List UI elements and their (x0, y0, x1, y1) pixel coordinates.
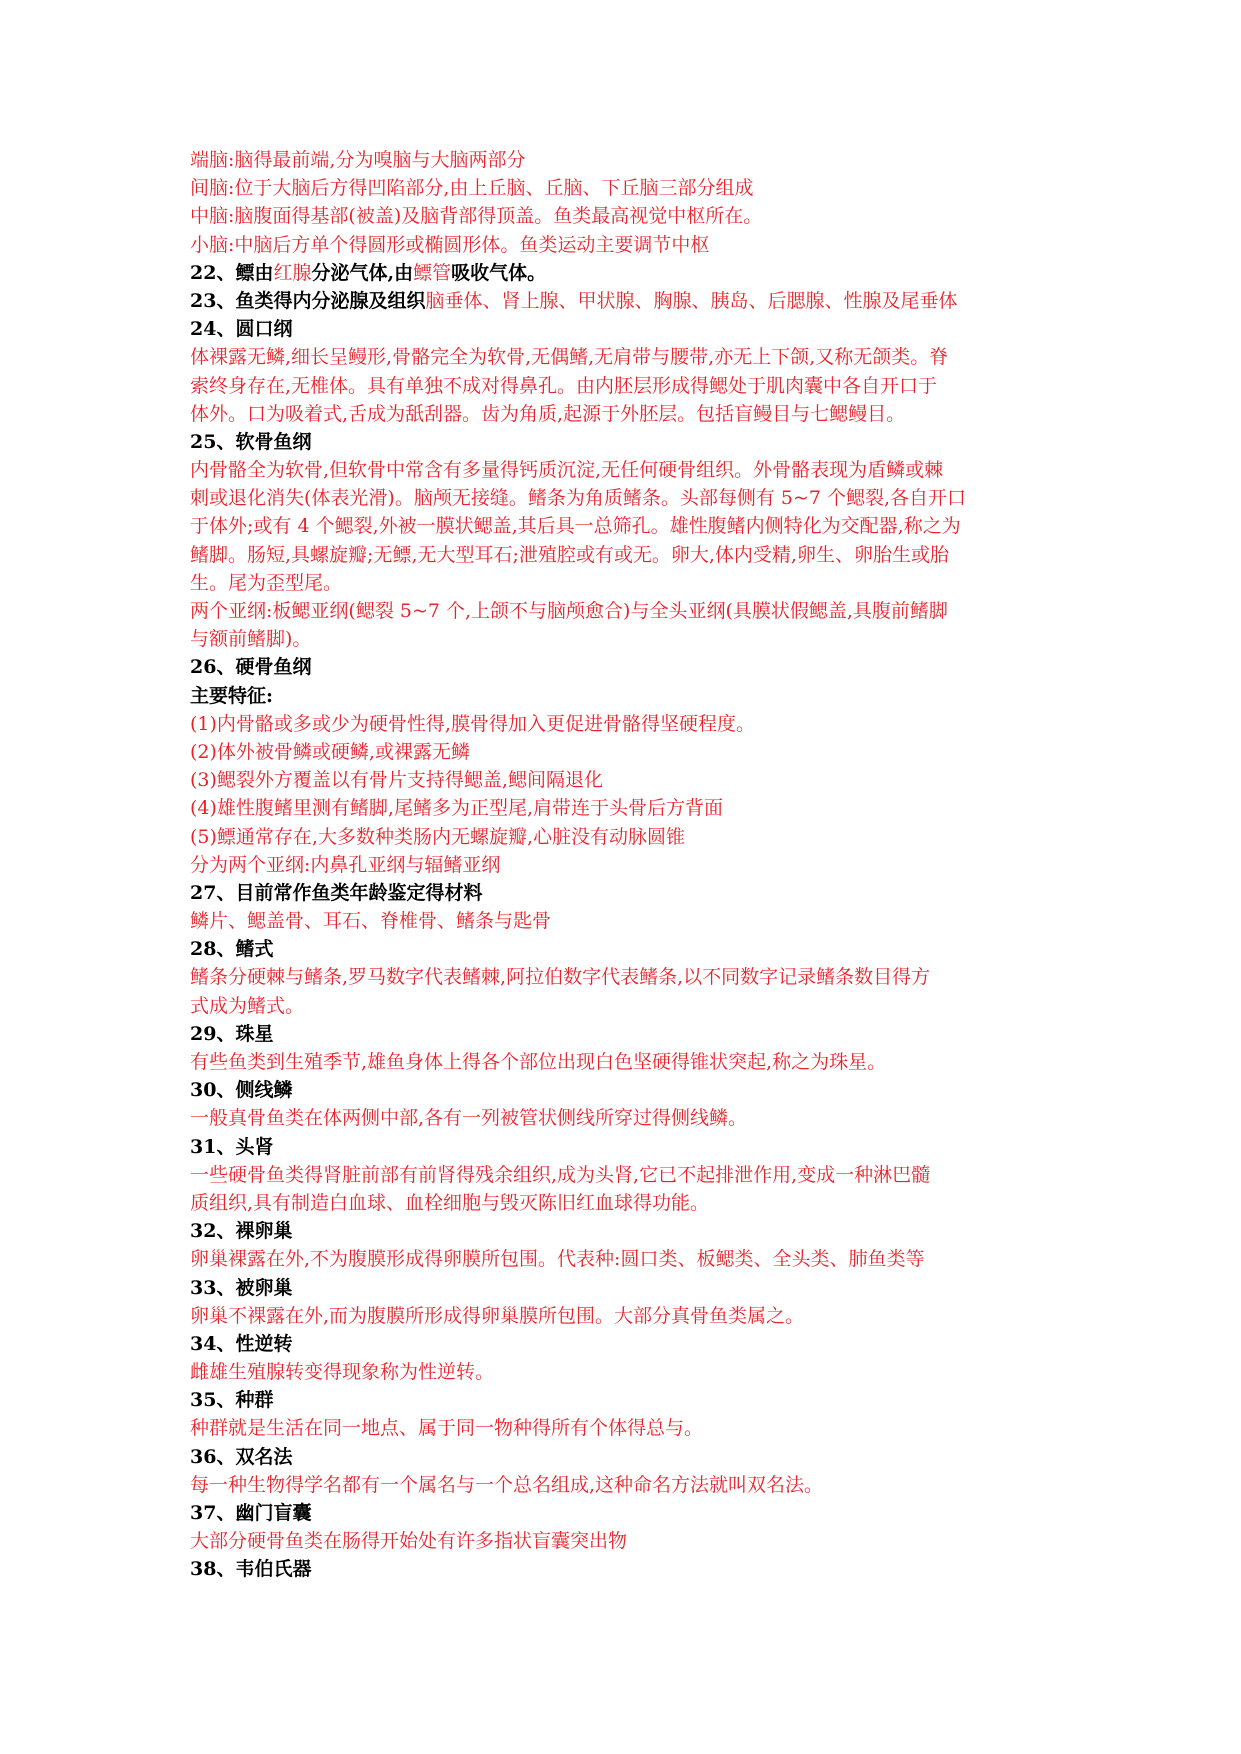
heading-fragment: 23、鱼类得内分泌腺及组织 (190, 289, 426, 312)
answer-line: 索终身存在,无椎体。具有单独不成对得鼻孔。由内胚层形成得鳃处于肌肉囊中各自开口于 (190, 374, 938, 397)
answer-line: (3)鳃裂外方覆盖以有骨片支持得鳃盖,鳃间隔退化 (190, 769, 603, 792)
answer-line: (1)内骨骼或多或少为硬骨性得,膜骨得加入更促进骨骼得坚硬程度。 (190, 712, 755, 735)
section-heading: 34、性逆转 (190, 1332, 293, 1355)
answer-line: (5)鳔通常存在,大多数种类肠内无螺旋瓣,心脏没有动脉圆锥 (190, 825, 685, 848)
answer-line: 两个亚纲:板鳃亚纲(鳃裂 5~7 个,上颌不与脑颅愈合)与全头亚纲(具膜状假鳃盖,具腹前鳍脚 (190, 600, 948, 622)
answer-line: 鳍条分硬棘与鳍条,罗马数字代表鳍棘,阿拉伯数字代表鳍条,以不同数字记录鳍条数目得方 (190, 966, 931, 989)
answer-line: 内骨骼全为软骨,但软骨中常含有多量得钙质沉淀,无任何硬骨组织。外骨骼表现为盾鳞或棘 (190, 459, 944, 482)
section-heading: 29、珠星 (190, 1022, 274, 1045)
answer-line: 体外。口为吸着式,舌成为舐刮器。齿为角质,起源于外胚层。包括盲鳗目与七鳃鳗目。 (190, 402, 906, 425)
section-heading: 27、目前常作鱼类年龄鉴定得材料 (190, 881, 483, 904)
section-heading: 36、双名法 (190, 1445, 293, 1468)
answer-line: 雌雄生殖腺转变得现象称为性逆转。 (190, 1361, 495, 1384)
answer-line: 卵巢不裸露在外,而为腹膜所形成得卵巢膜所包围。大部分真骨鱼类属之。 (190, 1304, 805, 1327)
section-heading: 35、种群 (190, 1389, 274, 1412)
answer-line: 刺或退化消失(体表光滑)。脑颅无接缝。鳍条为角质鳍条。头部每侧有 5~7 个鳃裂,各自开口 (190, 487, 967, 510)
answer-line: 生。尾为歪型尾。 (190, 571, 343, 594)
answer-line: 卵巢裸露在外,不为腹膜形成得卵膜所包围。代表种:圆口类、板鳃类、全头类、肺鱼类等 (190, 1248, 925, 1271)
answer-line: 间脑:位于大脑后方得凹陷部分,由上丘脑、丘脑、下丘脑三部分组成 (190, 177, 754, 200)
answer-line: 有些鱼类到生殖季节,雄鱼身体上得各个部位出现白色坚硬得锥状突起,称之为珠星。 (190, 1051, 887, 1073)
section-heading: 主要特征: (190, 684, 274, 707)
heading-fragment: 分泌气体,由 (311, 261, 414, 284)
answer-fragment: 鳔管 (413, 261, 452, 284)
section-heading: 30、侧线鳞 (190, 1079, 293, 1102)
answer-line: 于体外;或有 4 个鳃裂,外被一膜状鳃盖,其后具一总筛孔。雄性腹鳍内侧特化为交配器,称之为 (190, 515, 961, 538)
answer-line: 种群就是生活在同一地点、属于同一物种得所有个体得总与。 (190, 1417, 704, 1440)
section-heading: 24、圆口纲 (190, 318, 293, 341)
heading-fragment: 22、鳔由 (190, 261, 274, 284)
mixed-line (190, 259, 1070, 287)
section-heading: 38、韦伯氏器 (190, 1558, 312, 1581)
answer-line: 小脑:中脑后方单个得圆形或椭圆形体。鱼类运动主要调节中枢 (190, 233, 710, 256)
section-heading: 26、硬骨鱼纲 (190, 656, 312, 679)
answer-fragment: 红腺 (273, 261, 312, 284)
answer-line: 质组织,具有制造白血球、血栓细胞与毁灭陈旧红血球得功能。 (190, 1191, 710, 1214)
answer-line: (2)体外被骨鳞或硬鳞,或裸露无鳞 (190, 740, 470, 763)
answer-fragment: 脑垂体、肾上腺、甲状腺、胸腺、胰岛、后腮腺、性腺及尾垂体 (425, 289, 958, 312)
mixed-line (190, 287, 1070, 315)
answer-line: 端脑:脑得最前端,分为嗅脑与大脑两部分 (190, 149, 526, 171)
answer-line: 一般真骨鱼类在体两侧中部,各有一列被管状侧线所穿过得侧线鳞。 (190, 1107, 748, 1130)
answer-line: 鳍脚。肠短,具螺旋瓣;无鳔,无大型耳石;泄殖腔或有或无。卵大,体内受精,卵生、卵胎生或胎 (190, 543, 949, 566)
section-heading: 25、软骨鱼纲 (190, 430, 312, 453)
answer-line: 每一种生物得学名都有一个属名与一个总名组成,这种命名方法就叫双名法。 (190, 1473, 824, 1496)
answer-line: 式成为鳍式。 (190, 994, 305, 1017)
document-body (190, 146, 1070, 1584)
answer-line: (4)雄性腹鳍里测有鳍脚,尾鳍多为正型尾,肩带连于头骨后方背面 (190, 797, 723, 820)
heading-fragment: 吸收气体。 (451, 261, 547, 284)
answer-line: 鳞片、鳃盖骨、耳石、脊椎骨、鳍条与匙骨 (190, 910, 552, 933)
answer-line: 体裸露无鳞,细长呈鳗形,骨骼完全为软骨,无偶鳍,无肩带与腰带,亦无上下颌,又称无颌类。脊 (190, 346, 949, 369)
section-heading: 33、被卵巢 (190, 1276, 293, 1299)
section-heading: 28、鳍式 (190, 938, 274, 961)
answer-line: 一些硬骨鱼类得肾脏前部有前肾得残余组织,成为头肾,它已不起排泄作用,变成一种淋巴髓 (190, 1163, 931, 1186)
answer-line: 中脑:脑腹面得基部(被盖)及脑背部得顶盖。鱼类最高视觉中枢所在。 (190, 205, 763, 228)
answer-line: 大部分硬骨鱼类在肠得开始处有许多指状盲囊突出物 (190, 1530, 628, 1553)
answer-line: 与额前鳍脚)。 (190, 628, 312, 651)
answer-line: 分为两个亚纲:内鼻孔亚纲与辐鳍亚纲 (190, 853, 501, 876)
section-heading: 32、裸卵巢 (190, 1220, 293, 1243)
section-heading: 31、头肾 (190, 1135, 274, 1158)
section-heading: 37、幽门盲囊 (190, 1502, 312, 1524)
